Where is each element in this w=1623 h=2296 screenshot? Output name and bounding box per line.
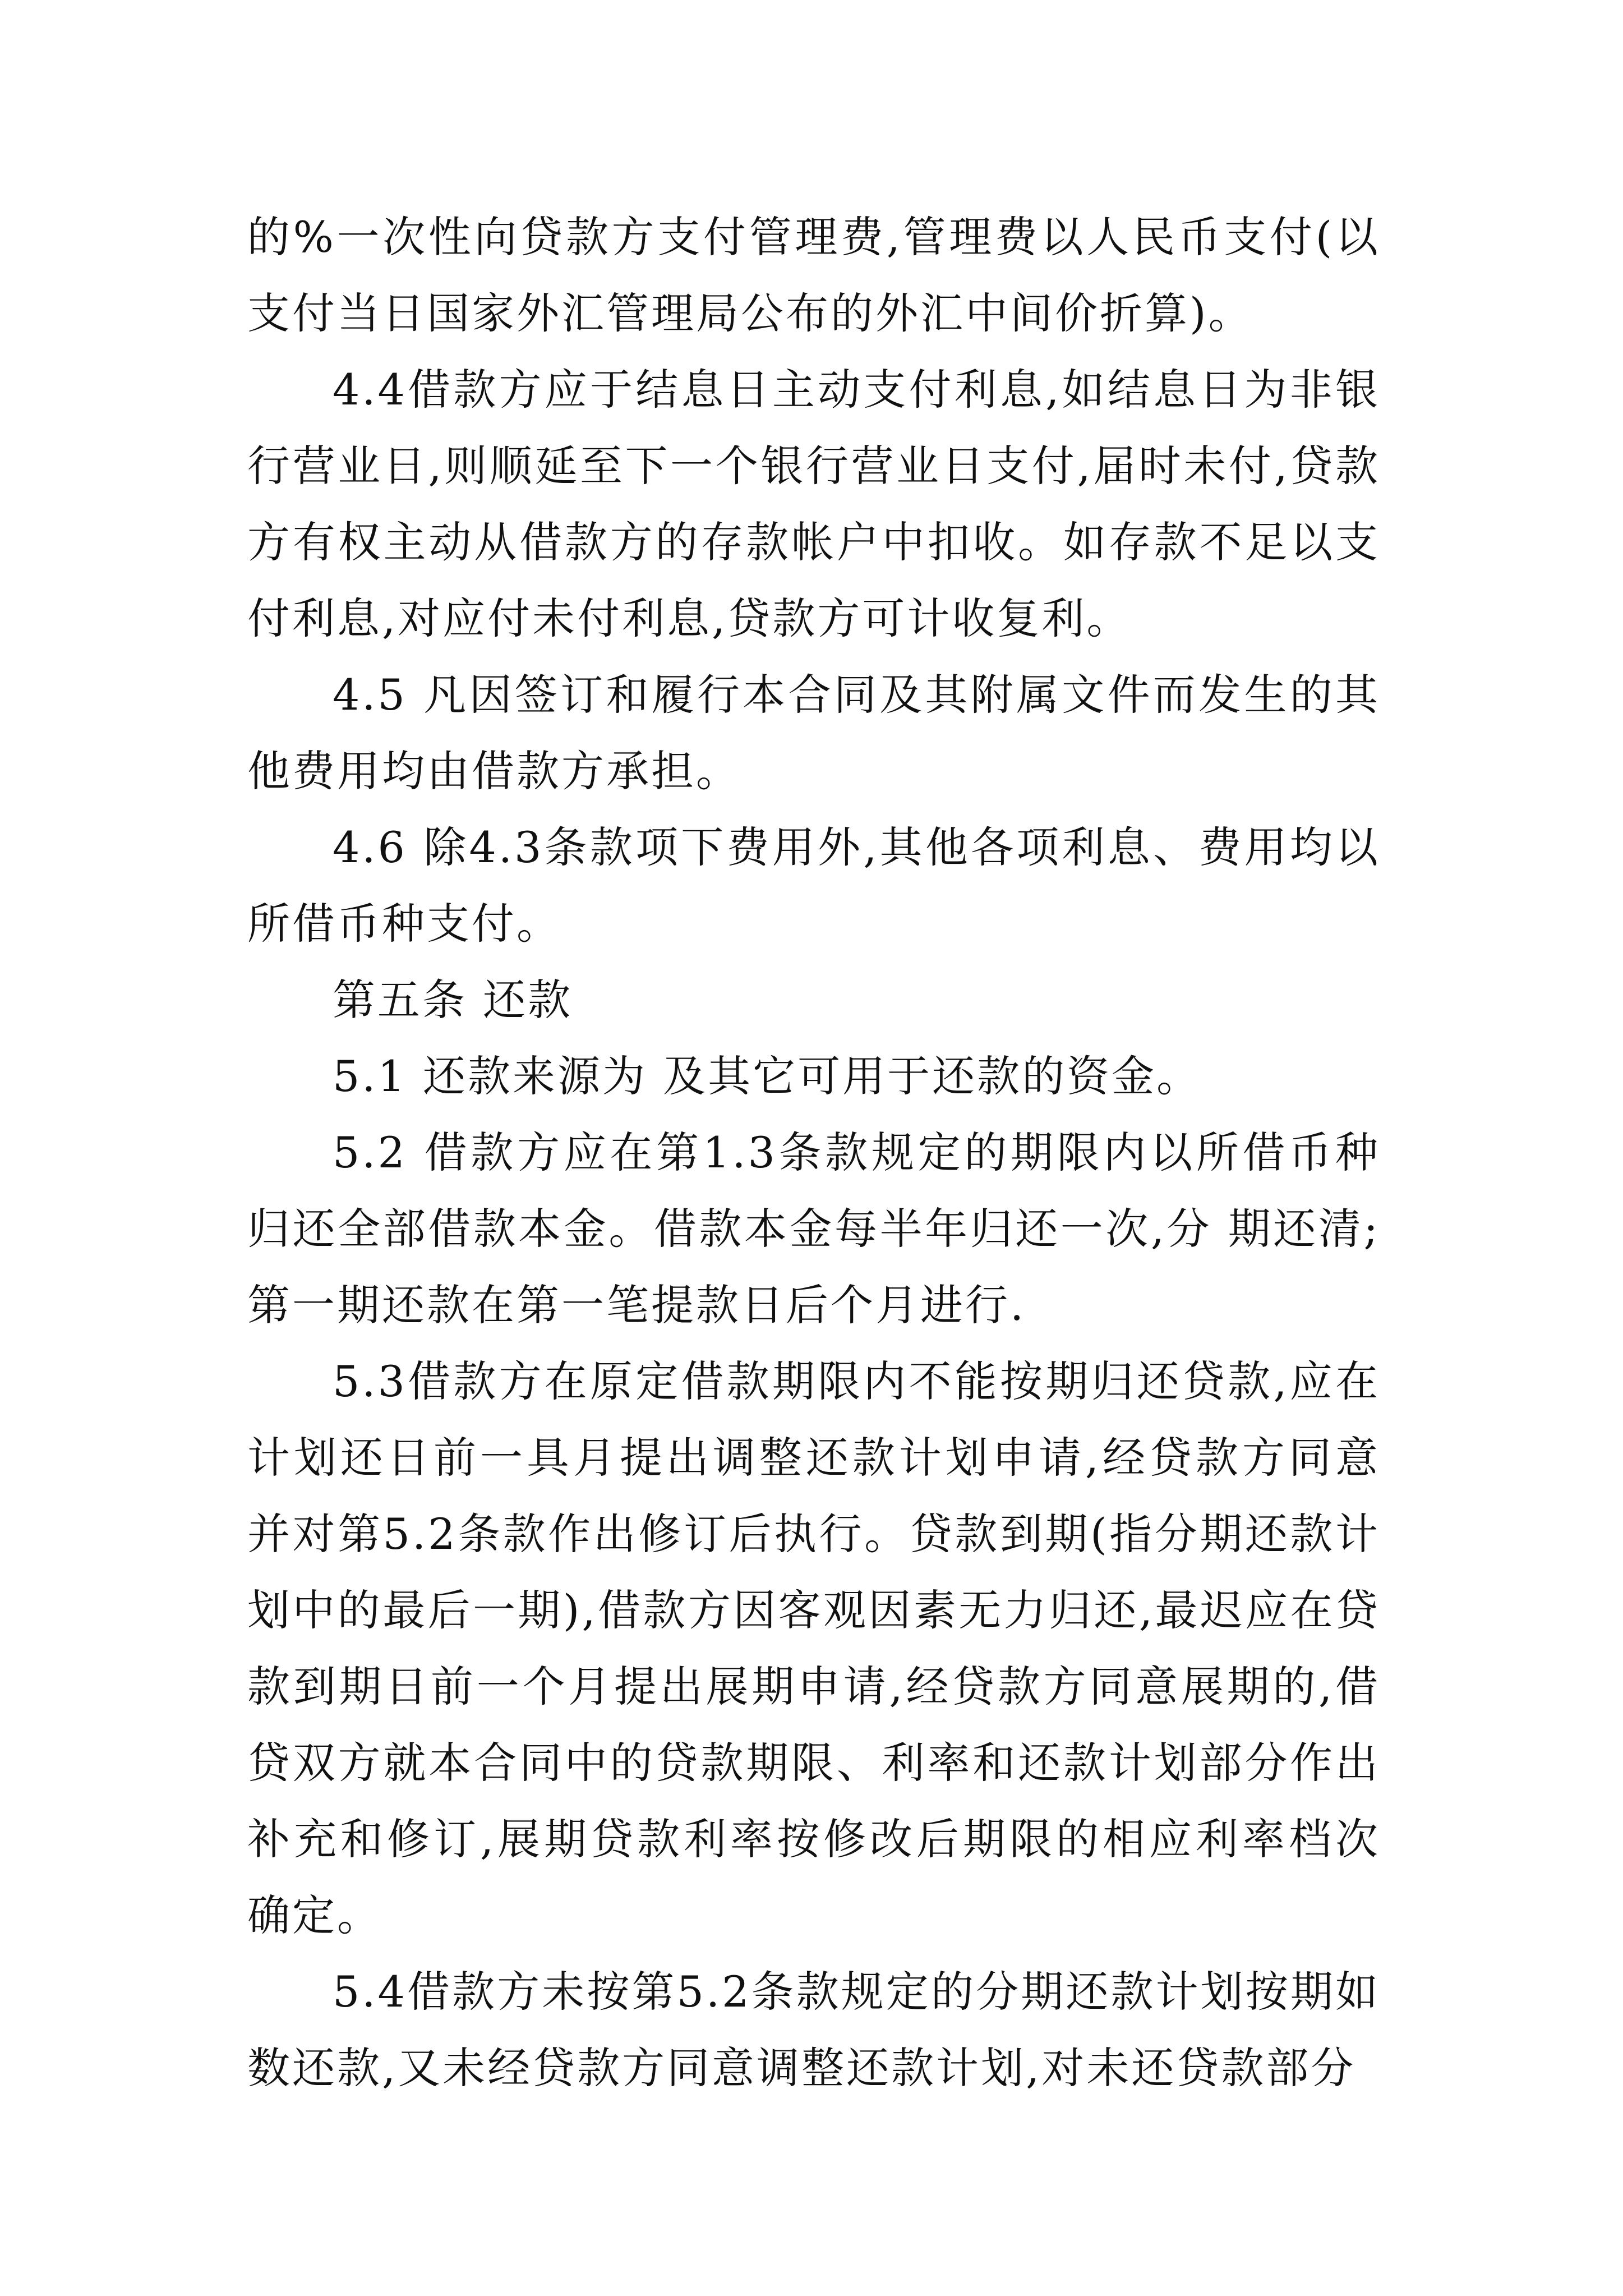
paragraph-5-2: 5.2 借款方应在第1.3条款规定的期限内以所借币种归还全部借款本金。借款本金每半年归还一次,分 期还清;第一期还款在第一笔提款日后个月进行. xyxy=(247,1128,1380,1330)
paragraph-4-4: 4.4借款方应于结息日主动支付利息,如结息日为非银行营业日,则顺延至下一个银行营业日支付,届时未付,贷款方有权主动从借款方的存款帐户中扣收。如存款不足以支付利息,对应付未付利息,贷款方可计收复利。 xyxy=(247,365,1380,643)
contract-text-body xyxy=(247,199,1380,2106)
article-5-heading: 第五条 还款 xyxy=(333,975,573,1025)
paragraph-4-5: 4.5 凡因签订和履行本合同及其附属文件而发生的其他费用均由借款方承担。 xyxy=(247,670,1380,796)
paragraph-5-4: 5.4借款方未按第5.2条款规定的分期还款计划按期如数还款,又未经贷款方同意调整还款计划,对未还贷款部分 xyxy=(247,1967,1380,2093)
paragraph-5-1: 5.1 还款来源为 及其它可用于还款的资金。 xyxy=(333,1051,1202,1101)
paragraph-5-3: 5.3借款方在原定借款期限内不能按期归还贷款,应在计划还日前一具月提出调整还款计划申请,经贷款方同意并对第5.2条款作出修订后执行。贷款到期(指分期还款计划中的最后一期),借款方因客观因素无力归还,最迟应在贷款到期日前一个月提出展期申请,经贷款方同意展期的,借贷双方就本合同中的贷款期限、利率和还款计划部分作出补充和修订,展期贷款利率按修改后期限的相应利率档次确定。 xyxy=(247,1356,1380,1940)
paragraph-4-6: 4.6 除4.3条款项下费用外,其他各项利息、费用均以所借币种支付。 xyxy=(247,822,1380,949)
paragraph-4-3-continued: 的%一次性向贷款方支付管理费,管理费以人民币支付(以支付当日国家外汇管理局公布的外汇中间价折算)。 xyxy=(247,212,1380,338)
